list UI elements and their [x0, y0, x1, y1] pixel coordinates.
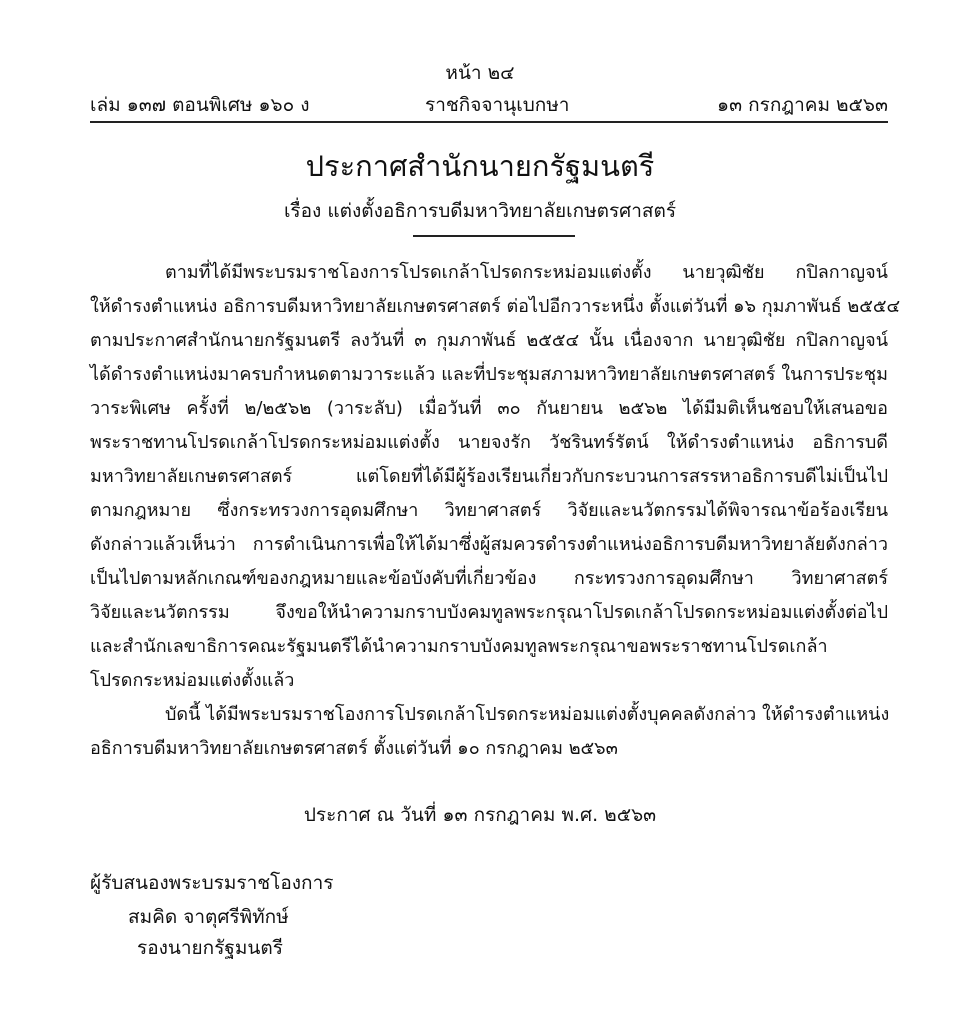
announcement-date: ประกาศ ณ วันที่ ๑๓ กรกฎาคม พ.ศ. ๒๕๖๓ [303, 804, 657, 826]
signature-name: สมคิด จาตุศรีพิทักษ์ [128, 906, 289, 928]
document-title: ประกาศสำนักนายกรัฐมนตรี [305, 149, 655, 183]
text-line: วิจัยและนวัตกรรม จึงขอให้นำความกราบบังคมทูลพระกรุณาโปรดเกล้าโปรดกระหม่อมแต่งตั้งต่อไป [90, 602, 888, 623]
text-line: บัดนี้ ได้มีพระบรมราชโองการโปรดเกล้าโปรดกระหม่อมแต่งตั้งบุคคลดังกล่าว ให้ดำรงตำแหน่ง [165, 704, 890, 725]
title-divider [413, 235, 575, 237]
document-subtitle: เรื่อง แต่งตั้งอธิการบดีมหาวิทยาลัยเกษตรศาสตร์ [283, 200, 677, 222]
text-line: มหาวิทยาลัยเกษตรศาสตร์ แต่โดยที่ได้มีผู้ร้องเรียนเกี่ยวกับกระบวนการสรรหาอธิการบดีไม่เป็นไป [90, 466, 888, 487]
text-line: วาระพิเศษ ครั้งที่ ๒/๒๕๖๒ (วาระลับ) เมื่อวันที่ ๓๐ กันยายน ๒๕๖๒ ได้มีมติเห็นชอบให้เสนอขอ [90, 398, 888, 419]
text-line: ดังกล่าวแล้วเห็นว่า การดำเนินการเพื่อให้ได้มาซึ่งผู้สมควรดำรงตำแหน่งอธิการบดีมหาวิทยาลัยดังกล่าว [90, 534, 888, 555]
text-line: อธิการบดีมหาวิทยาลัยเกษตรศาสตร์ ตั้งแต่วันที่ ๑๐ กรกฎาคม ๒๕๖๓ [90, 738, 618, 759]
text-line: โปรดกระหม่อมแต่งตั้งแล้ว [90, 670, 295, 691]
text-line: ตามที่ได้มีพระบรมราชโองการโปรดเกล้าโปรดกระหม่อมแต่งตั้ง นายวุฒิชัย กปิลกาญจน์ [165, 262, 888, 283]
text-line: ให้ดำรงตำแหน่ง อธิการบดีมหาวิทยาลัยเกษตรศาสตร์ ต่อไปอีกวาระหนึ่ง ตั้งแต่วันที่ ๑๖ กุมภาพันธ์ ๒๕๕๔ [90, 296, 901, 317]
page-number: หน้า ๒๔ [445, 62, 515, 84]
gazette-volume: เล่ม ๑๓๗ ตอนพิเศษ ๑๖๐ ง [90, 94, 310, 116]
signature-role: ผู้รับสนองพระบรมราชโองการ [90, 872, 334, 894]
gazette-date: ๑๓ กรกฎาคม ๒๕๖๓ [717, 94, 888, 116]
signature-title: รองนายกรัฐมนตรี [137, 937, 283, 959]
text-line: และสำนักเลขาธิการคณะรัฐมนตรีได้นำความกราบบังคมทูลพระกรุณาขอพระราชทานโปรดเกล้า [90, 636, 828, 657]
text-line: ตามประกาศสำนักนายกรัฐมนตรี ลงวันที่ ๓ กุมภาพันธ์ ๒๕๕๔ นั้น เนื่องจาก นายวุฒิชัย กปิลกาญจน์ [90, 330, 888, 351]
text-line: เป็นไปตามหลักเกณฑ์ของกฎหมายและข้อบังคับที่เกี่ยวข้อง กระทรวงการอุดมศึกษา วิทยาศาสตร์ [90, 568, 888, 589]
text-line: พระราชทานโปรดเกล้าโปรดกระหม่อมแต่งตั้ง นายจงรัก วัชรินทร์รัตน์ ให้ดำรงตำแหน่ง อธิการบดี [90, 432, 888, 453]
text-line: ได้ดำรงตำแหน่งมาครบกำหนดตามวาระแล้ว และที่ประชุมสภามหาวิทยาลัยเกษตรศาสตร์ ในการประชุม [90, 364, 888, 385]
header-divider [90, 121, 888, 123]
paragraph-1 [90, 256, 901, 766]
text-line: ตามกฎหมาย ซึ่งกระทรวงการอุดมศึกษา วิทยาศาสตร์ วิจัยและนวัตกรรมได้พิจารณาข้อร้องเรียน [90, 500, 888, 521]
gazette-name: ราชกิจจานุเบกษา [425, 94, 570, 116]
